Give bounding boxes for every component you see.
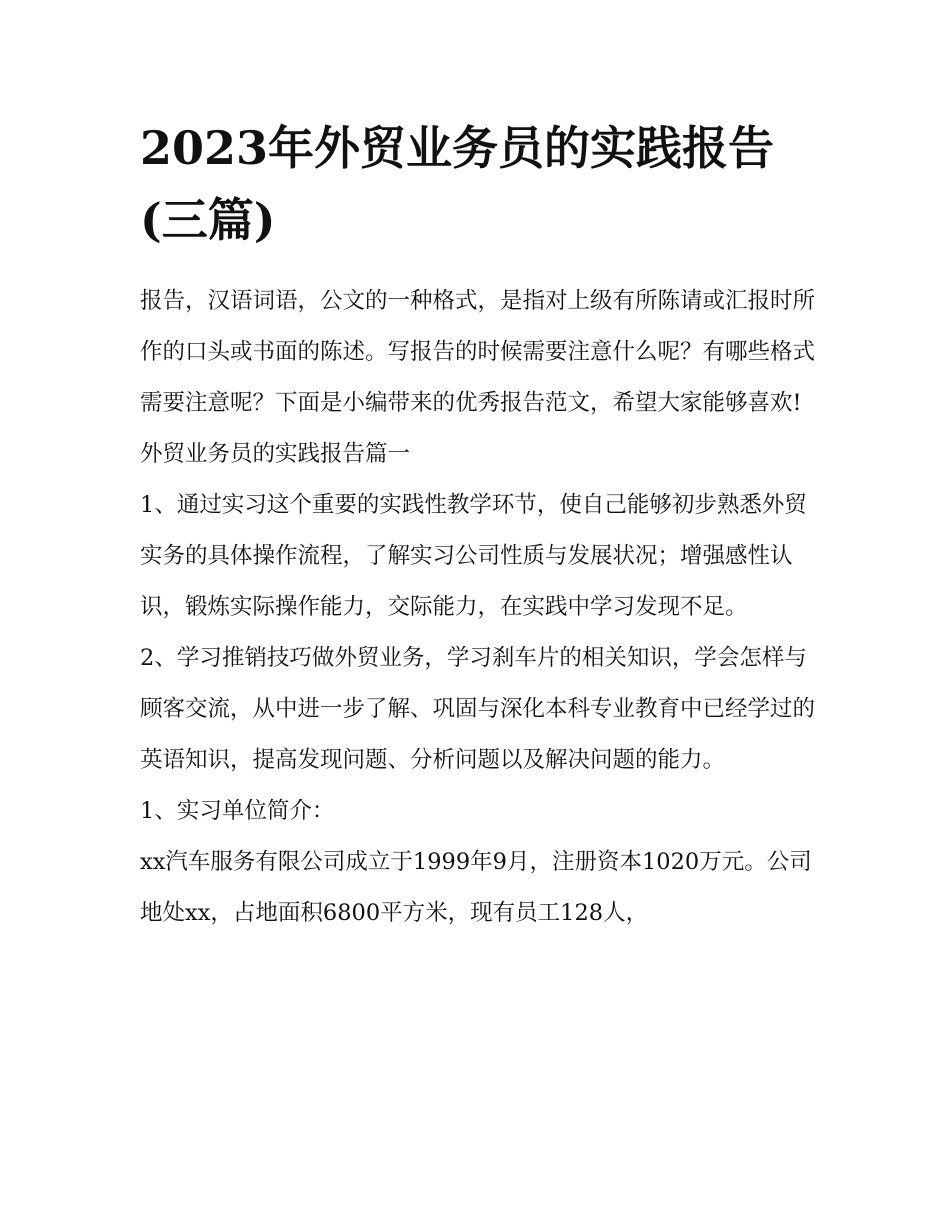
- intro-paragraph: 报告，汉语词语，公文的一种格式，是指对上级有所陈请或汇报时所作的口头或书面的陈述。写报告的时候需要注意什么呢？有哪些格式需要注意呢？下面是小编带来的优秀报告范文，希望大家能够喜欢!: [140, 288, 816, 416]
- purpose-paragraph-1: 1、通过实习这个重要的实践性教学环节，使自己能够初步熟悉外贸实务的具体操作流程，了解实习公司性质与发展状况；增强感性认识，锻炼实际操作能力，交际能力，在实践中学习发现不足。: [140, 492, 807, 620]
- document-body: [140, 276, 820, 939]
- title-line-1: 2023年外贸业务员的实践报告: [140, 121, 775, 175]
- company-intro-paragraph: xx汽车服务有限公司成立于1999年9月，注册资本1020万元。公司地处xx，占地面积6800平方米，现有员工128人，: [140, 849, 812, 926]
- section-heading-part-one: 外贸业务员的实践报告篇一: [140, 441, 411, 467]
- purpose-paragraph-2: 2、学习推销技巧做外贸业务，学习刹车片的相关知识，学会怎样与顾客交流，从中进一步了解、巩固与深化本科专业教育中已经学过的英语知识，提高发现问题、分析问题以及解决问题的能力。: [140, 645, 816, 773]
- company-intro-heading: 1、实习单位简介：: [140, 798, 335, 824]
- document-title: [140, 112, 820, 256]
- title-line-2: (三篇): [140, 193, 276, 247]
